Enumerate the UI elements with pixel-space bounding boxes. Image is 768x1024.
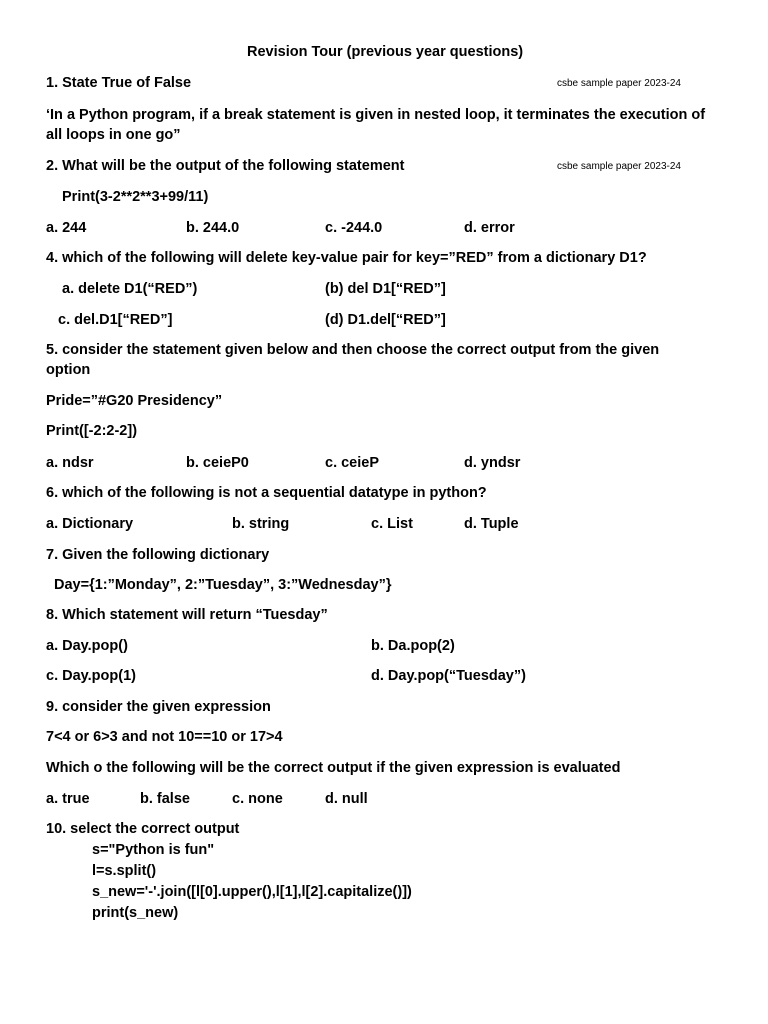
document-title: Revision Tour (previous year questions) <box>247 44 524 60</box>
q2-code: Print(3-2**2**3+99/11) <box>62 189 209 205</box>
q8-heading: 8. Which statement will return “Tuesday” <box>46 607 328 623</box>
q4-option-a: a. delete D1(“RED”) <box>62 281 198 297</box>
q8-option-d: d. Day.pop(“Tuesday”) <box>371 668 526 684</box>
q2-source-tag: csbe sample paper 2023-24 <box>557 161 681 172</box>
q4-option-b: (b) del D1[“RED”] <box>325 281 446 297</box>
q10-code-line: print(s_new) <box>92 905 179 921</box>
q5-option-b: b. ceieP0 <box>186 455 249 471</box>
q10-code-line: l=s.split() <box>92 863 157 879</box>
q7-code: Day={1:”Monday”, 2:”Tuesday”, 3:”Wednesday”} <box>54 577 392 593</box>
q6-option-d: d. Tuple <box>464 516 519 532</box>
q10-code-line: s_new='-'.join([l[0].upper(),l[1],l[2].capitalize()]) <box>92 884 412 900</box>
q4-heading: 4. which of the following will delete key-value pair for key=”RED” from a dictionary D1? <box>46 250 647 266</box>
q9-expression: 7<4 or 6>3 and not 10==10 or 17>4 <box>46 729 283 745</box>
q5-code1: Pride=”#G20 Presidency” <box>46 393 223 409</box>
q6-option-b: b. string <box>232 516 290 532</box>
q6-option-c: c. List <box>371 516 413 532</box>
q5-heading-line2: option <box>46 362 91 378</box>
q5-option-d: d. yndsr <box>464 455 521 471</box>
q5-option-a: a. ndsr <box>46 455 94 471</box>
q9-option-c: c. none <box>232 791 283 807</box>
q8-option-b: b. Da.pop(2) <box>371 638 455 654</box>
q9-heading: 9. consider the given expression <box>46 699 271 715</box>
q5-code2: Print([-2:2-2]) <box>46 423 138 439</box>
q9-option-b: b. false <box>140 791 190 807</box>
q10-code-line: s="Python is fun" <box>92 842 215 858</box>
q4-option-d: (d) D1.del[“RED”] <box>325 312 446 328</box>
q1-source-tag: csbe sample paper 2023-24 <box>557 78 681 89</box>
q2-heading: 2. What will be the output of the following statement <box>46 158 405 174</box>
q5-option-c: c. ceieP <box>325 455 380 471</box>
q8-option-c: c. Day.pop(1) <box>46 668 136 684</box>
q9-option-d: d. null <box>325 791 368 807</box>
q9-prompt: Which o the following will be the correct output if the given expression is evaluated <box>46 760 621 776</box>
q10-heading: 10. select the correct output <box>46 821 240 837</box>
q1-statement-line1: ‘In a Python program, if a break statement is given in nested loop, it terminates the execution of <box>46 107 706 123</box>
q7-heading: 7. Given the following dictionary <box>46 547 270 563</box>
q9-option-a: a. true <box>46 791 90 807</box>
q4-option-c: c. del.D1[“RED”] <box>58 312 173 328</box>
q6-option-a: a. Dictionary <box>46 516 134 532</box>
q2-option-a: a. 244 <box>46 220 87 236</box>
q1-statement-line2: all loops in one go” <box>46 127 181 143</box>
q8-option-a: a. Day.pop() <box>46 638 128 654</box>
q5-heading-line1: 5. consider the statement given below and then choose the correct output from the given <box>46 342 660 358</box>
q2-option-d: d. error <box>464 220 515 236</box>
q1-heading: 1. State True of False <box>46 75 192 91</box>
q6-heading: 6. which of the following is not a sequential datatype in python? <box>46 485 487 501</box>
q2-option-b: b. 244.0 <box>186 220 240 236</box>
q2-option-c: c. -244.0 <box>325 220 383 236</box>
